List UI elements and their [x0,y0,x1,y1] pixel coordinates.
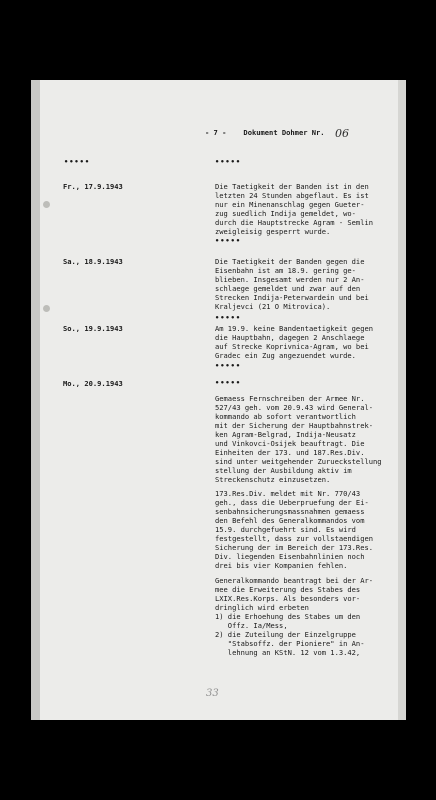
page-shadow-left [31,80,40,720]
page-shadow-right [398,80,406,720]
entry-list: 1) die Erhoehung des Stabes um den Offz. Ia/Mess, 2) die Zuteilung der Einzelgruppe "Stabsoffz. der Pioniere" in An- lehnung an KStN. 12 vom 1.3.42, [215,612,365,657]
entry-date: Sa., 18.9.1943 [63,257,123,266]
page-header: - 7 - Dokument Dohmer Nr. [205,128,325,137]
separator: ••••• [64,158,91,166]
punch-hole [43,201,50,208]
separator: ••••• [215,314,242,322]
separator: ••••• [215,379,242,387]
entry-paragraph: Die Taetigkeit der Banden gegen die Eisenbahn ist am 18.9. gering ge- blieben. Insgesamt werden nur 2 An- schlaege gemeldet und zwar auf den Strecken Indija-Peterwardein und bei Kraljevci (21 O Mitrovica). [215,257,369,311]
entry-paragraph: Am 19.9. keine Bandentaetigkeit gegen die Hauptbahn, dagegen 2 Anschlaege auf Strecke Koprivnica-Agram, wo bei Gradec ein Zug angezuendet wurde. [215,324,374,360]
separator: ••••• [215,362,242,370]
entry-date: Fr., 17.9.1943 [63,182,123,191]
separator: ••••• [215,158,242,166]
entry-date: So., 19.9.1943 [63,324,123,333]
entry-paragraph: Die Taetigkeit der Banden ist in den letzten 24 Stunden abgeflaut. Es ist nur ein Minenanschlag gegen Gueter- zug suedlich Indija gemeldet, wo- durch die Hauptstrecke Agram - Semlin zweigleisig gesperrt wurde. [215,182,374,236]
entry-paragraph: 173.Res.Div. meldet mit Nr. 770/43 geh., dass die Ueberpruefung der Ei- senbahnsicherungsmassnahmen gemaess den Befehl des Generalkommandos vom 15.9. durchgefuehrt sind. Es wird festgestellt, dass zur vollstaendigen Sicherung der im Bereich der 173.Res. Div. liegenden Eisenbahnlinien noch drei bis vier Kompanien fehlen. [215,489,374,570]
entry-paragraph: Generalkommando beantragt bei der Ar- mee die Erweiterung des Stabes des LXIX.Res.Korps. Als besonders vor- dringlich wird erbeten [215,576,374,612]
entry-paragraph: Gemaess Fernschreiben der Armee Nr. 527/43 geh. vom 20.9.43 wird General- kommando ab sofort verantwortlich mit der Sicherung der Hauptbahnstrek- ken Agram-Belgrad, Indija-Neusatz und Vinkovci-Osijek beauftragt. Die Einheiten der 173. und 187.Res.Div. sind unter weitgehender Zurueckstellung stellung der Ausbildung aktiv im Streckenschutz einzusetzen. [215,394,382,484]
separator: ••••• [215,237,242,245]
entry-date: Mo., 20.9.1943 [63,379,123,388]
handwritten-document-number: 06 [335,127,349,140]
pencil-page-note: 33 [206,688,219,699]
punch-hole [43,305,50,312]
